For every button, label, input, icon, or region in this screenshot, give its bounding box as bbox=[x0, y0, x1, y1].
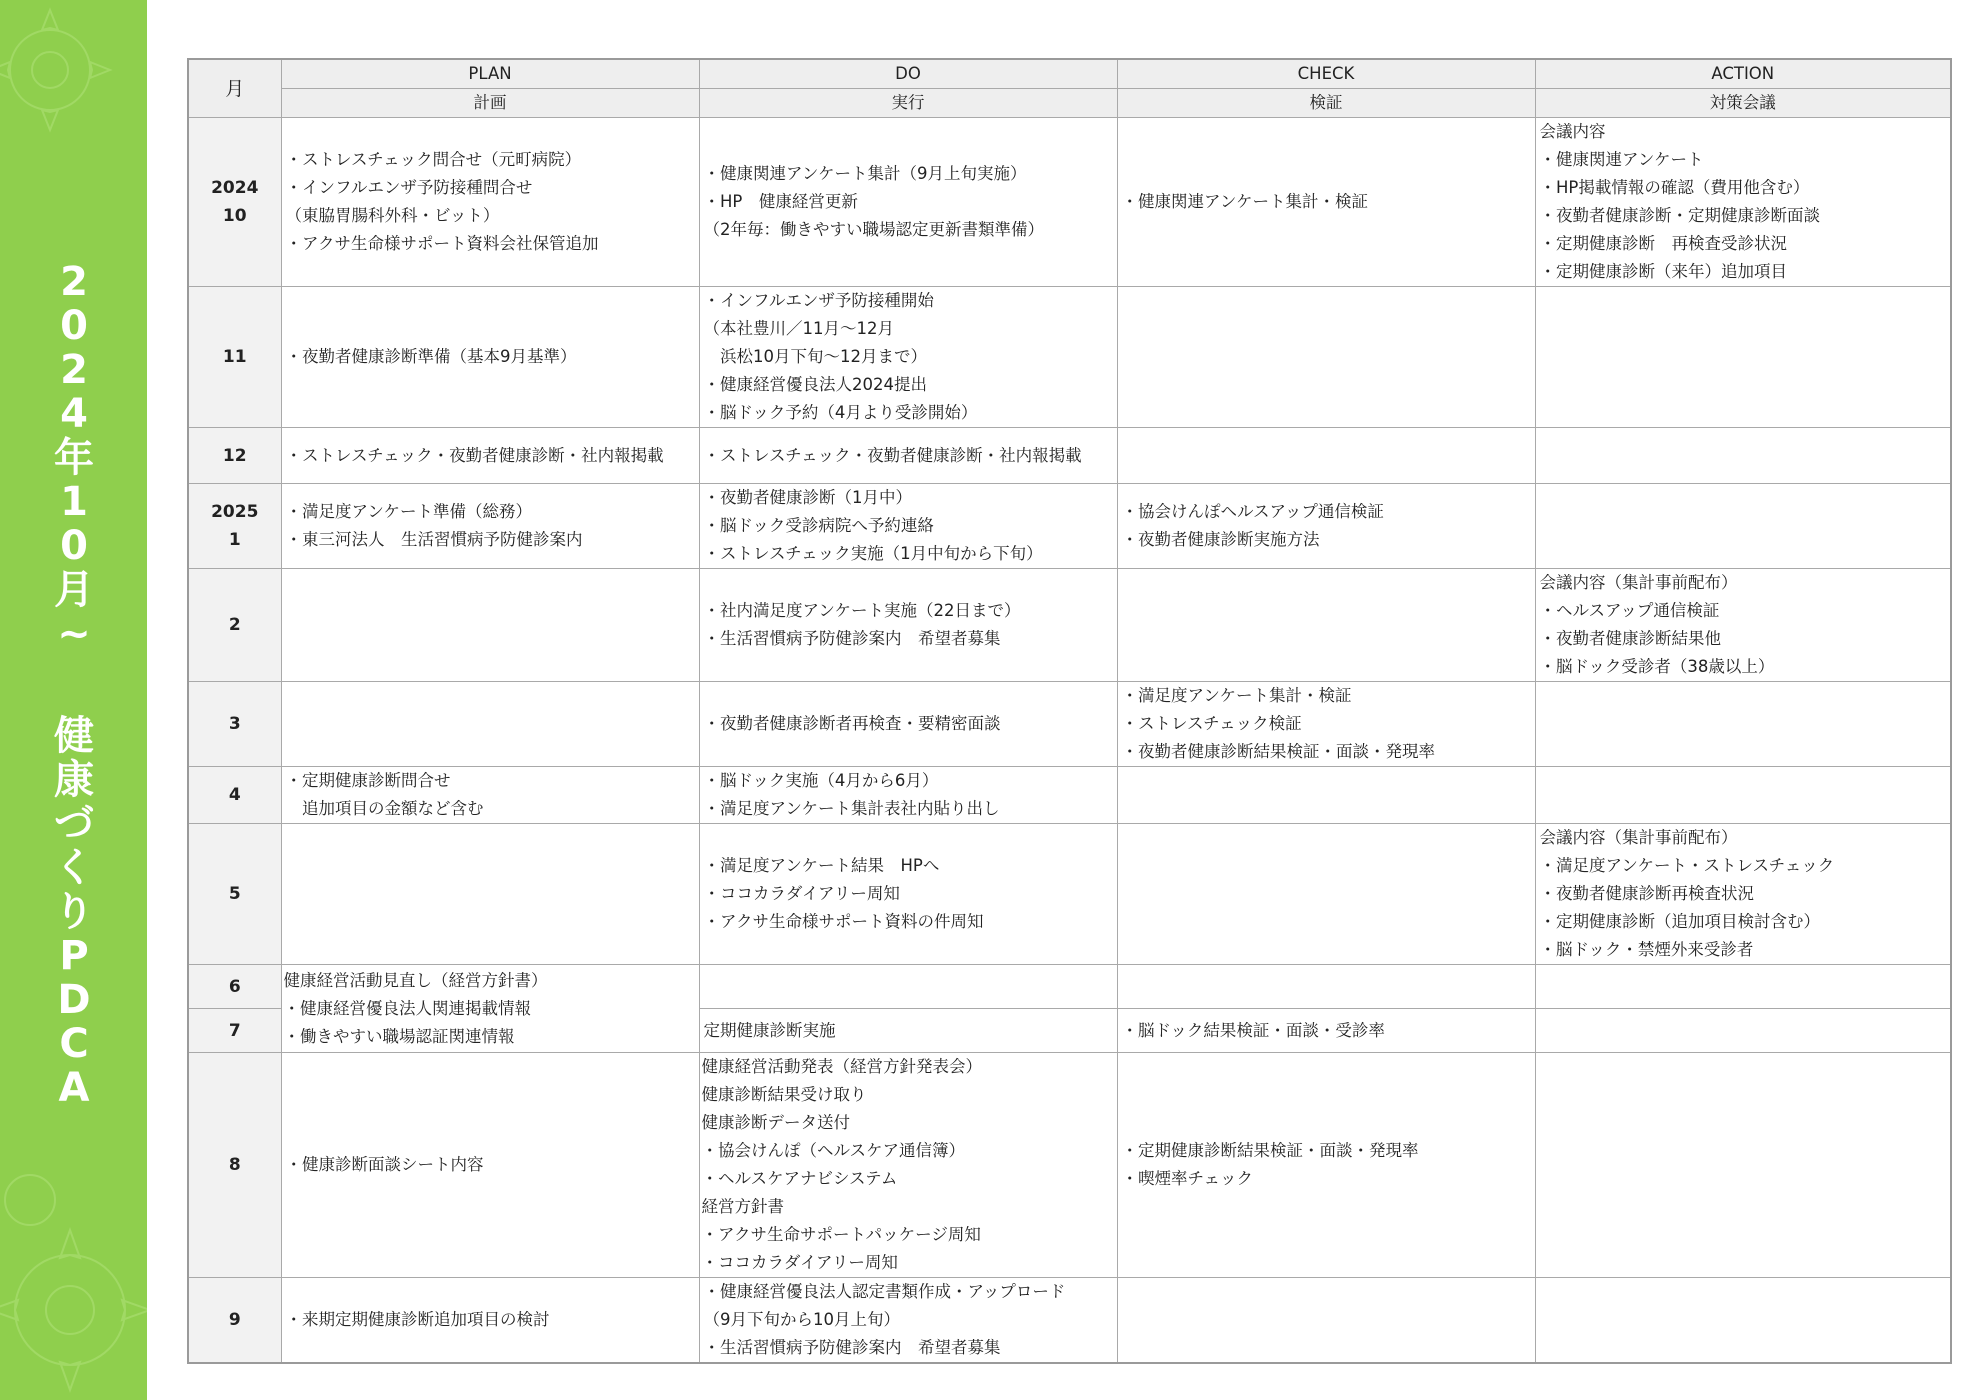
subtitle-char: り bbox=[54, 889, 94, 935]
header-action-sub: 対策会議 bbox=[1535, 89, 1951, 118]
plan-cell bbox=[281, 569, 699, 682]
plan-line: ・健康経営優良法人関連掲載情報 bbox=[283, 998, 531, 1018]
month-cell: 5 bbox=[188, 824, 281, 965]
header-month: 月 bbox=[188, 59, 281, 118]
action-line: ・夜勤者健康診断再検査状況 bbox=[1539, 884, 1754, 903]
action-cell bbox=[1535, 287, 1951, 428]
plan-cell bbox=[281, 1278, 699, 1364]
subtitle-char: く bbox=[54, 845, 94, 891]
action-line: ・定期健康診断（追加項目検討含む） bbox=[1539, 912, 1820, 931]
plan-cell bbox=[281, 682, 699, 767]
table-row bbox=[188, 484, 1951, 569]
plan-cell bbox=[281, 767, 699, 824]
do-line: ・夜勤者健康診断（1月中） bbox=[703, 488, 912, 507]
do-line: ・脳ドック実施（4月から6月） bbox=[703, 771, 939, 790]
action-line: ・夜勤者健康診断結果他 bbox=[1539, 629, 1721, 648]
month-cell: 3 bbox=[188, 682, 281, 767]
do-line: ・ストレスチェック実施（1月中旬から下旬） bbox=[703, 544, 1043, 563]
action-cell bbox=[1535, 1009, 1951, 1053]
plan-line: ・インフルエンザ予防接種問合せ bbox=[285, 178, 533, 197]
check-line: ・ストレスチェック検証 bbox=[1121, 714, 1302, 733]
title-char: 1 bbox=[60, 479, 88, 525]
do-line: （2年毎：働きやすい職場認定更新書類準備） bbox=[703, 220, 1044, 239]
page-title bbox=[50, 259, 98, 1112]
do-line: 経営方針書 bbox=[701, 1197, 784, 1216]
plan-cell bbox=[281, 287, 699, 428]
plan-cell bbox=[281, 118, 699, 287]
do-line: 浜松10月下旬～12月まで） bbox=[703, 347, 927, 366]
title-char: ~ bbox=[57, 611, 91, 657]
check-cell bbox=[1117, 118, 1535, 287]
pdca-table bbox=[187, 58, 1952, 1364]
header-action: ACTION bbox=[1535, 59, 1951, 89]
action-cell bbox=[1535, 118, 1951, 287]
do-line: 健康経営活動発表（経営方針発表会） bbox=[701, 1057, 982, 1076]
plan-cell bbox=[281, 1053, 699, 1278]
plan-line: ・満足度アンケート準備（総務） bbox=[285, 502, 533, 521]
title-char: 月 bbox=[54, 567, 94, 613]
do-line: ・インフルエンザ予防接種開始 bbox=[703, 291, 934, 310]
action-line: ・ヘルスアップ通信検証 bbox=[1539, 601, 1720, 620]
check-line: ・定期健康診断結果検証・面談・発現率 bbox=[1121, 1141, 1419, 1160]
do-line: ・健康関連アンケート集計（9月上旬実施） bbox=[703, 164, 1027, 183]
action-cell bbox=[1535, 824, 1951, 965]
plan-cell bbox=[281, 965, 699, 1053]
check-line: ・夜勤者健康診断実施方法 bbox=[1121, 530, 1320, 549]
check-cell bbox=[1117, 767, 1535, 824]
check-cell bbox=[1117, 428, 1535, 484]
action-cell bbox=[1535, 428, 1951, 484]
do-cell bbox=[699, 767, 1117, 824]
do-line: 健康診断結果受け取り bbox=[701, 1085, 867, 1104]
do-line: ・脳ドック予約（4月より受診開始） bbox=[703, 403, 978, 422]
month-cell bbox=[188, 118, 281, 287]
subtitle-char: C bbox=[59, 1021, 89, 1067]
title-char: 0 bbox=[60, 523, 88, 569]
action-cell bbox=[1535, 1053, 1951, 1278]
do-line: ・アクサ生命サポートパッケージ周知 bbox=[701, 1225, 981, 1244]
month-cell: 9 bbox=[188, 1278, 281, 1364]
do-line: ・ココカラダイアリー周知 bbox=[701, 1253, 898, 1272]
action-line: ・夜勤者健康診断・定期健康診断面談 bbox=[1539, 206, 1820, 225]
action-line: 会議内容（集計事前配布） bbox=[1539, 828, 1738, 847]
month-year: 2024 bbox=[211, 178, 259, 198]
action-line: ・定期健康診断 再検査受診状況 bbox=[1539, 234, 1787, 253]
action-line: ・HP掲載情報の確認（費用他含む） bbox=[1539, 178, 1810, 197]
action-cell bbox=[1535, 767, 1951, 824]
month-year: 2025 bbox=[211, 502, 259, 522]
action-line: ・脳ドック受診者（38歳以上） bbox=[1539, 657, 1775, 676]
check-cell bbox=[1117, 682, 1535, 767]
action-line: ・健康関連アンケート bbox=[1539, 150, 1704, 169]
month-cell: 6 bbox=[188, 965, 281, 1009]
table-row bbox=[188, 428, 1951, 484]
action-cell bbox=[1535, 484, 1951, 569]
pdca-table-wrapper bbox=[187, 58, 1952, 1364]
title-char: 0 bbox=[60, 303, 88, 349]
do-cell bbox=[699, 965, 1117, 1009]
subtitle-char: P bbox=[59, 933, 89, 979]
do-cell bbox=[699, 1053, 1117, 1278]
month-cell: 11 bbox=[188, 287, 281, 428]
do-line: ・ストレスチェック・夜勤者健康診断・社内報掲載 bbox=[703, 445, 1082, 465]
plan-line: ・健康診断面談シート内容 bbox=[285, 1155, 484, 1174]
title-char: 2 bbox=[60, 259, 88, 305]
do-cell bbox=[699, 118, 1117, 287]
month-cell: 4 bbox=[188, 767, 281, 824]
plan-line: 追加項目の金額など含む bbox=[285, 799, 484, 818]
action-line: 会議内容（集計事前配布） bbox=[1539, 573, 1738, 592]
check-cell bbox=[1117, 1278, 1535, 1364]
subtitle-char: 健 bbox=[54, 713, 94, 759]
do-line: ・生活習慣病予防健診案内 希望者募集 bbox=[703, 1338, 1001, 1357]
month-cell: 2 bbox=[188, 569, 281, 682]
action-cell bbox=[1535, 1278, 1951, 1364]
do-line: ・アクサ生命様サポート資料の件周知 bbox=[703, 912, 984, 931]
subtitle-char: A bbox=[58, 1065, 90, 1111]
do-cell bbox=[699, 824, 1117, 965]
table-row bbox=[188, 569, 1951, 682]
plan-line: ・東三河法人 生活習慣病予防健診案内 bbox=[285, 530, 583, 549]
do-line: （本社豊川／11月～12月 bbox=[703, 319, 894, 338]
subtitle-char: 康 bbox=[54, 757, 94, 803]
do-line: ・満足度アンケート結果 HPへ bbox=[703, 856, 940, 875]
check-cell bbox=[1117, 1009, 1535, 1053]
action-line: ・脳ドック・禁煙外来受診者 bbox=[1539, 940, 1754, 959]
do-line: ・協会けんぽ（ヘルスケア通信簿） bbox=[701, 1141, 966, 1160]
do-cell bbox=[699, 428, 1117, 484]
action-cell bbox=[1535, 569, 1951, 682]
plan-line: ・アクサ生命様サポート資料会社保管追加 bbox=[285, 234, 599, 253]
do-line: ・ヘルスケアナビシステム bbox=[701, 1169, 898, 1188]
table-row bbox=[188, 118, 1951, 287]
plan-line: （東脇胃腸科外科・ビット） bbox=[285, 206, 500, 225]
month-number: 10 bbox=[222, 206, 247, 226]
table-row bbox=[188, 682, 1951, 767]
check-cell bbox=[1117, 965, 1535, 1009]
plan-cell bbox=[281, 824, 699, 965]
check-cell bbox=[1117, 824, 1535, 965]
plan-line: ・定期健康診断問合せ bbox=[285, 771, 451, 790]
action-line: ・満足度アンケート・ストレスチェック bbox=[1539, 856, 1835, 875]
check-line: ・満足度アンケート集計・検証 bbox=[1121, 686, 1352, 705]
check-line: ・協会けんぽヘルスアップ通信検証 bbox=[1121, 502, 1384, 521]
do-line: ・満足度アンケート集計表社内貼り出し bbox=[703, 799, 1000, 818]
month-cell bbox=[188, 484, 281, 569]
do-line: ・ココカラダイアリー周知 bbox=[703, 884, 900, 903]
header-plan: PLAN bbox=[281, 59, 699, 89]
do-line: ・生活習慣病予防健診案内 希望者募集 bbox=[703, 629, 1001, 648]
plan-line: ・働きやすい職場認証関連情報 bbox=[283, 1026, 515, 1046]
header-check: CHECK bbox=[1117, 59, 1535, 89]
do-cell bbox=[699, 569, 1117, 682]
title-char: 4 bbox=[60, 391, 88, 437]
plan-line: 健康経営活動見直し（経営方針書） bbox=[283, 970, 548, 990]
check-line: ・健康関連アンケート集計・検証 bbox=[1121, 192, 1369, 211]
month-number: 1 bbox=[228, 530, 241, 550]
check-cell bbox=[1117, 484, 1535, 569]
check-cell bbox=[1117, 1053, 1535, 1278]
do-cell bbox=[699, 287, 1117, 428]
do-line: ・健康経営優良法人認定書類作成・アップロード bbox=[703, 1282, 1066, 1301]
action-cell bbox=[1535, 965, 1951, 1009]
do-line: ・脳ドック受診病院へ予約連絡 bbox=[703, 516, 934, 535]
header-plan-sub: 計画 bbox=[281, 89, 699, 118]
table-row bbox=[188, 824, 1951, 965]
subtitle-char: づ bbox=[54, 801, 94, 847]
month-cell: 12 bbox=[188, 428, 281, 484]
do-cell bbox=[699, 1278, 1117, 1364]
table-row bbox=[188, 1053, 1951, 1278]
check-line: ・脳ドック結果検証・面談・受診率 bbox=[1121, 1020, 1385, 1040]
plan-line: ・夜勤者健康診断準備（基本9月基準） bbox=[285, 347, 577, 366]
do-cell bbox=[699, 1009, 1117, 1053]
title-char: 2 bbox=[60, 347, 88, 393]
subtitle-char: D bbox=[57, 977, 91, 1023]
month-cell: 7 bbox=[188, 1009, 281, 1053]
check-cell bbox=[1117, 287, 1535, 428]
do-line: ・HP 健康経営更新 bbox=[703, 192, 858, 211]
month-cell: 8 bbox=[188, 1053, 281, 1278]
plan-cell bbox=[281, 428, 699, 484]
do-line: 健康診断データ送付 bbox=[701, 1113, 850, 1132]
do-cell bbox=[699, 682, 1117, 767]
do-line: ・健康経営優良法人2024提出 bbox=[703, 375, 927, 394]
action-line: 会議内容 bbox=[1539, 122, 1606, 141]
action-cell bbox=[1535, 682, 1951, 767]
table-row bbox=[188, 965, 1951, 1009]
plan-line: ・来期定期健康診断追加項目の検討 bbox=[285, 1310, 550, 1329]
do-line: ・社内満足度アンケート実施（22日まで） bbox=[703, 601, 1021, 620]
do-cell bbox=[699, 484, 1117, 569]
do-line: 定期健康診断実施 bbox=[703, 1020, 836, 1040]
do-line: ・夜勤者健康診断者再検査・要精密面談 bbox=[703, 714, 1001, 733]
header-do-sub: 実行 bbox=[699, 89, 1117, 118]
header-do: DO bbox=[699, 59, 1117, 89]
header-check-sub: 検証 bbox=[1117, 89, 1535, 118]
plan-line: ・ストレスチェック問合せ（元町病院） bbox=[285, 150, 582, 169]
check-line: ・喫煙率チェック bbox=[1121, 1169, 1254, 1188]
do-line: （9月下旬から10月上旬） bbox=[703, 1310, 900, 1329]
check-line: ・夜勤者健康診断結果検証・面談・発現率 bbox=[1121, 742, 1435, 761]
title-char: 年 bbox=[54, 435, 94, 481]
sidebar bbox=[0, 0, 147, 1400]
table-row bbox=[188, 767, 1951, 824]
plan-line: ・ストレスチェック・夜勤者健康診断・社内報掲載 bbox=[285, 445, 664, 465]
table-row bbox=[188, 287, 1951, 428]
action-line: ・定期健康診断（来年）追加項目 bbox=[1539, 262, 1787, 281]
plan-cell bbox=[281, 484, 699, 569]
check-cell bbox=[1117, 569, 1535, 682]
table-row bbox=[188, 1278, 1951, 1364]
